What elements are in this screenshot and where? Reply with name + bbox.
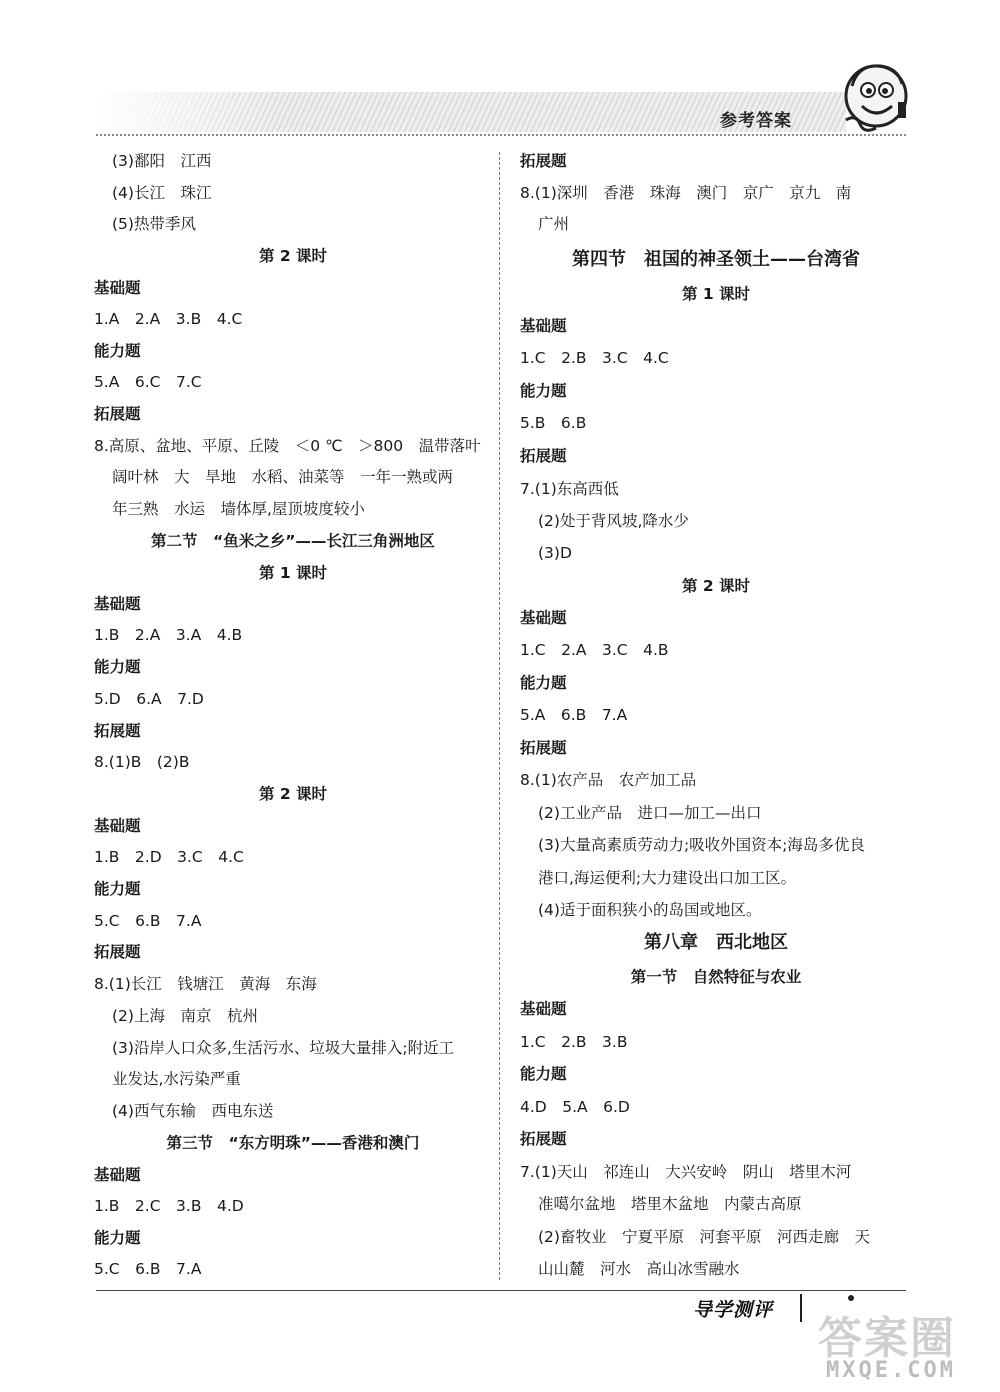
lesson-heading: 第 1 课时 (681, 285, 751, 303)
answer-line: 8.(1)长江 钱塘江 黄海 东海 (94, 975, 317, 993)
section-label: 基础题 (520, 1000, 567, 1018)
section-heading: 第三节 “东方明珠”——香港和澳门 (166, 1134, 420, 1152)
answer-line: 业发达,水污染严重 (112, 1070, 241, 1088)
section-label: 能力题 (94, 658, 141, 676)
answer-line: (2)处于背风坡,降水少 (538, 512, 689, 530)
section-heading: 第四节 祖国的神圣领土——台湾省 (572, 249, 860, 270)
answer-line: (4)西气东输 西电东送 (112, 1102, 274, 1120)
lesson-heading: 第 2 课时 (258, 785, 328, 803)
answer-line: 5.B 6.B (520, 414, 587, 432)
answer-line: 5.A 6.B 7.A (520, 706, 628, 724)
section-label: 能力题 (94, 1229, 141, 1247)
mascot-icon (836, 56, 918, 138)
answer-line: 1.C 2.A 3.C 4.B (520, 641, 669, 659)
answer-line: 山山麓 河水 高山冰雪融水 (538, 1260, 740, 1278)
lesson-heading: 第 2 课时 (681, 577, 751, 595)
answer-line: (2)上海 南京 杭州 (112, 1007, 258, 1025)
answer-line: 1.B 2.D 3.C 4.C (94, 848, 244, 866)
section-label: 拓展题 (94, 405, 141, 423)
section-label: 基础题 (94, 817, 141, 835)
answer-line: (5)热带季风 (112, 215, 196, 233)
section-heading: 第一节 自然特征与农业 (630, 968, 802, 986)
watermark-text: 答案圈 (818, 1313, 956, 1364)
answer-line: (4)适于面积狭小的岛国或地区。 (538, 901, 762, 919)
column-divider (499, 152, 500, 1280)
lesson-heading: 第 1 课时 (258, 564, 328, 582)
section-label: 能力题 (520, 1065, 567, 1083)
footer-separator (800, 1294, 802, 1322)
answer-line: (3)沿岸人口众多,生活污水、垃圾大量排入;附近工 (112, 1039, 455, 1057)
section-label: 基础题 (94, 595, 141, 613)
answer-line: 年三熟 水运 墙体厚,屋顶坡度较小 (112, 500, 365, 518)
answer-line: (2)畜牧业 宁夏平原 河套平原 河西走廊 天 (538, 1228, 870, 1246)
header-title: 参考答案 (720, 111, 792, 131)
section-label: 能力题 (520, 674, 567, 692)
answer-line: (3)大量高素质劳动力;吸收外国资本;海岛多优良 (538, 836, 865, 854)
header-dotted-rule (96, 134, 906, 136)
section-label: 拓展题 (520, 152, 567, 170)
section-label: 能力题 (94, 880, 141, 898)
footer-rule (96, 1290, 906, 1291)
answer-line: 8.(1)B (2)B (94, 753, 190, 771)
answer-line: (4)长江 珠江 (112, 184, 212, 202)
footer-title: 导学测评 (693, 1299, 774, 1321)
section-label: 拓展题 (520, 1130, 567, 1148)
answer-line: 准噶尔盆地 塔里木盆地 内蒙古高原 (538, 1195, 802, 1213)
header-fade (96, 92, 276, 132)
answer-line: 1.A 2.A 3.B 4.C (94, 310, 243, 328)
answer-line: 8.高原、盆地、平原、丘陵 ＜0 ℃ ＞800 温带落叶 (94, 437, 481, 455)
section-label: 基础题 (94, 279, 141, 297)
answer-line: (3)鄱阳 江西 (112, 152, 212, 170)
section-label: 能力题 (94, 342, 141, 360)
section-label: 基础题 (520, 317, 567, 335)
answer-line: 阔叶林 大 旱地 水稻、油菜等 一年一熟或两 (112, 468, 454, 486)
footer-dot (848, 1295, 854, 1301)
answer-line: 5.A 6.C 7.C (94, 373, 202, 391)
answer-line: 8.(1)农产品 农产加工品 (520, 771, 697, 789)
answer-line: (3)D (538, 544, 572, 562)
section-label: 能力题 (520, 382, 567, 400)
answer-line: 5.D 6.A 7.D (94, 690, 204, 708)
section-label: 基础题 (94, 1166, 141, 1184)
answer-line: 1.C 2.B 3.C 4.C (520, 349, 669, 367)
answer-line: 7.(1)天山 祁连山 大兴安岭 阴山 塔里木河 (520, 1163, 852, 1181)
answer-line: (2)工业产品 进口—加工—出口 (538, 804, 762, 822)
answer-line: 广州 (538, 215, 570, 233)
section-label: 拓展题 (520, 739, 567, 757)
watermark-url: MXQE.COM (826, 1358, 956, 1383)
answer-line: 7.(1)东高西低 (520, 480, 619, 498)
section-label: 基础题 (520, 609, 567, 627)
answer-line: 1.B 2.C 3.B 4.D (94, 1197, 244, 1215)
answer-line: 1.C 2.B 3.B (520, 1033, 628, 1051)
section-heading: 第八章 西北地区 (644, 932, 788, 953)
section-label: 拓展题 (94, 722, 141, 740)
answer-line: 港口,海运便利;大力建设出口加工区。 (538, 869, 797, 887)
watermark-logo (818, 1302, 988, 1386)
answer-line: 8.(1)深圳 香港 珠海 澳门 京广 京九 南 (520, 184, 852, 202)
answer-line: 5.C 6.B 7.A (94, 912, 202, 930)
section-label: 拓展题 (520, 447, 567, 465)
answer-line: 5.C 6.B 7.A (94, 1260, 202, 1278)
answer-line: 4.D 5.A 6.D (520, 1098, 630, 1116)
lesson-heading: 第 2 课时 (258, 247, 328, 265)
answer-line: 1.B 2.A 3.A 4.B (94, 626, 243, 644)
section-heading: 第二节 “鱼米之乡”——长江三角洲地区 (151, 532, 435, 550)
section-label: 拓展题 (94, 943, 141, 961)
